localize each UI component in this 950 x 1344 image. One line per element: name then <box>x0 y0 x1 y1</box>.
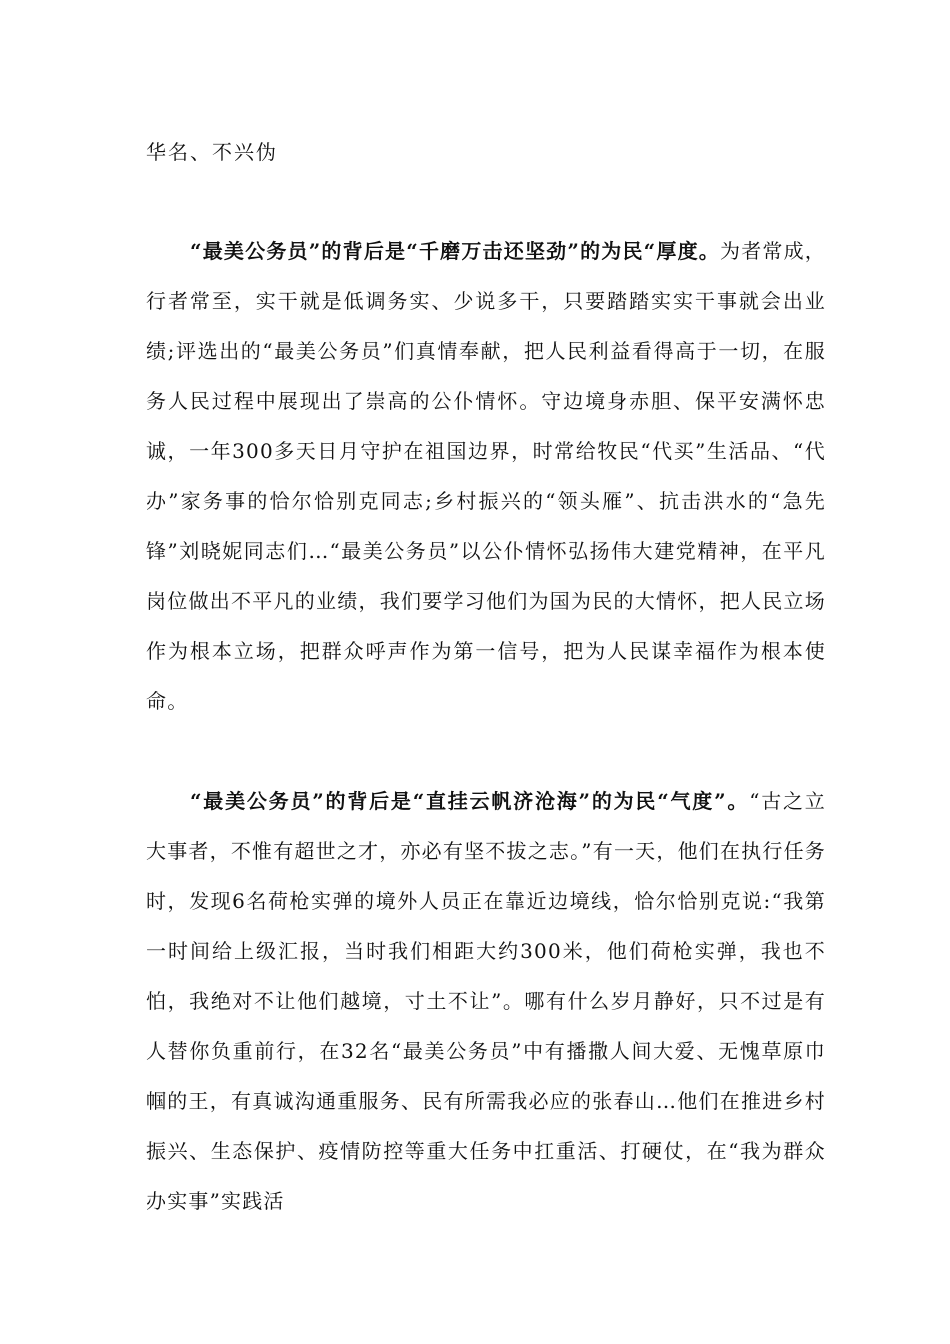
paragraph-magnanimity <box>146 776 826 1226</box>
continued-text-fragment: 华名、不兴伪 <box>146 140 278 164</box>
paragraph-body-text: “古之立大事者，不惟有超世之才，亦必有坚不拔之志。”有一天，他们在执行任务时，发现6名荷枪实弹的境外人员正在靠近边境线，恰尔恰别克说:“我第一时间给上级汇报，当时我们相距大约300米，他们荷枪实弹，我也不怕，我绝对不让他们越境，寸土不让”。哪有什么岁月静好，只不过是有人替你负重前行，在32名“最美公务员”中有播撒人间大爱、无愧草原巾帼的王，有真诚沟通重服务、民有所需我必应的张春山…他们在推进乡村振兴、生态保护、疫情防控等重大任务中扛重活、打硬仗，在“我为群众办实事”实践活 <box>146 789 827 1213</box>
paragraph-body-text: 为者常成，行者常至，实干就是低调务实、少说多干，只要踏踏实实干事就会出业绩;评选出的“最美公务员”们真情奉献，把人民利益看得高于一切，在服务人民过程中展现出了崇高的公仆情怀。守边境身赤胆、保平安满怀忠诚，一年300多天日月守护在祖国边界，时常给牧民“代买”生活品、“代办”家务事的恰尔恰别克同志;乡村振兴的“领头雁”、抗击洪水的“急先锋”刘晓妮同志们…“最美公务员”以公仆情怀弘扬伟大建党精神，在平凡岗位做出不平凡的业绩，我们要学习他们为国为民的大情怀，把人民立场作为根本立场，把群众呼声作为第一信号，把为人民谋幸福作为根本使命。 <box>146 239 827 713</box>
paragraph-lead-sentence: “最美公务员”的背后是“直挂云帆济沧海”的为民“气度”。 <box>190 789 750 813</box>
paragraph-lead-sentence: “最美公务员”的背后是“千磨万击还坚劲”的为民“厚度。 <box>190 239 720 263</box>
paragraph-thickness <box>146 226 826 726</box>
